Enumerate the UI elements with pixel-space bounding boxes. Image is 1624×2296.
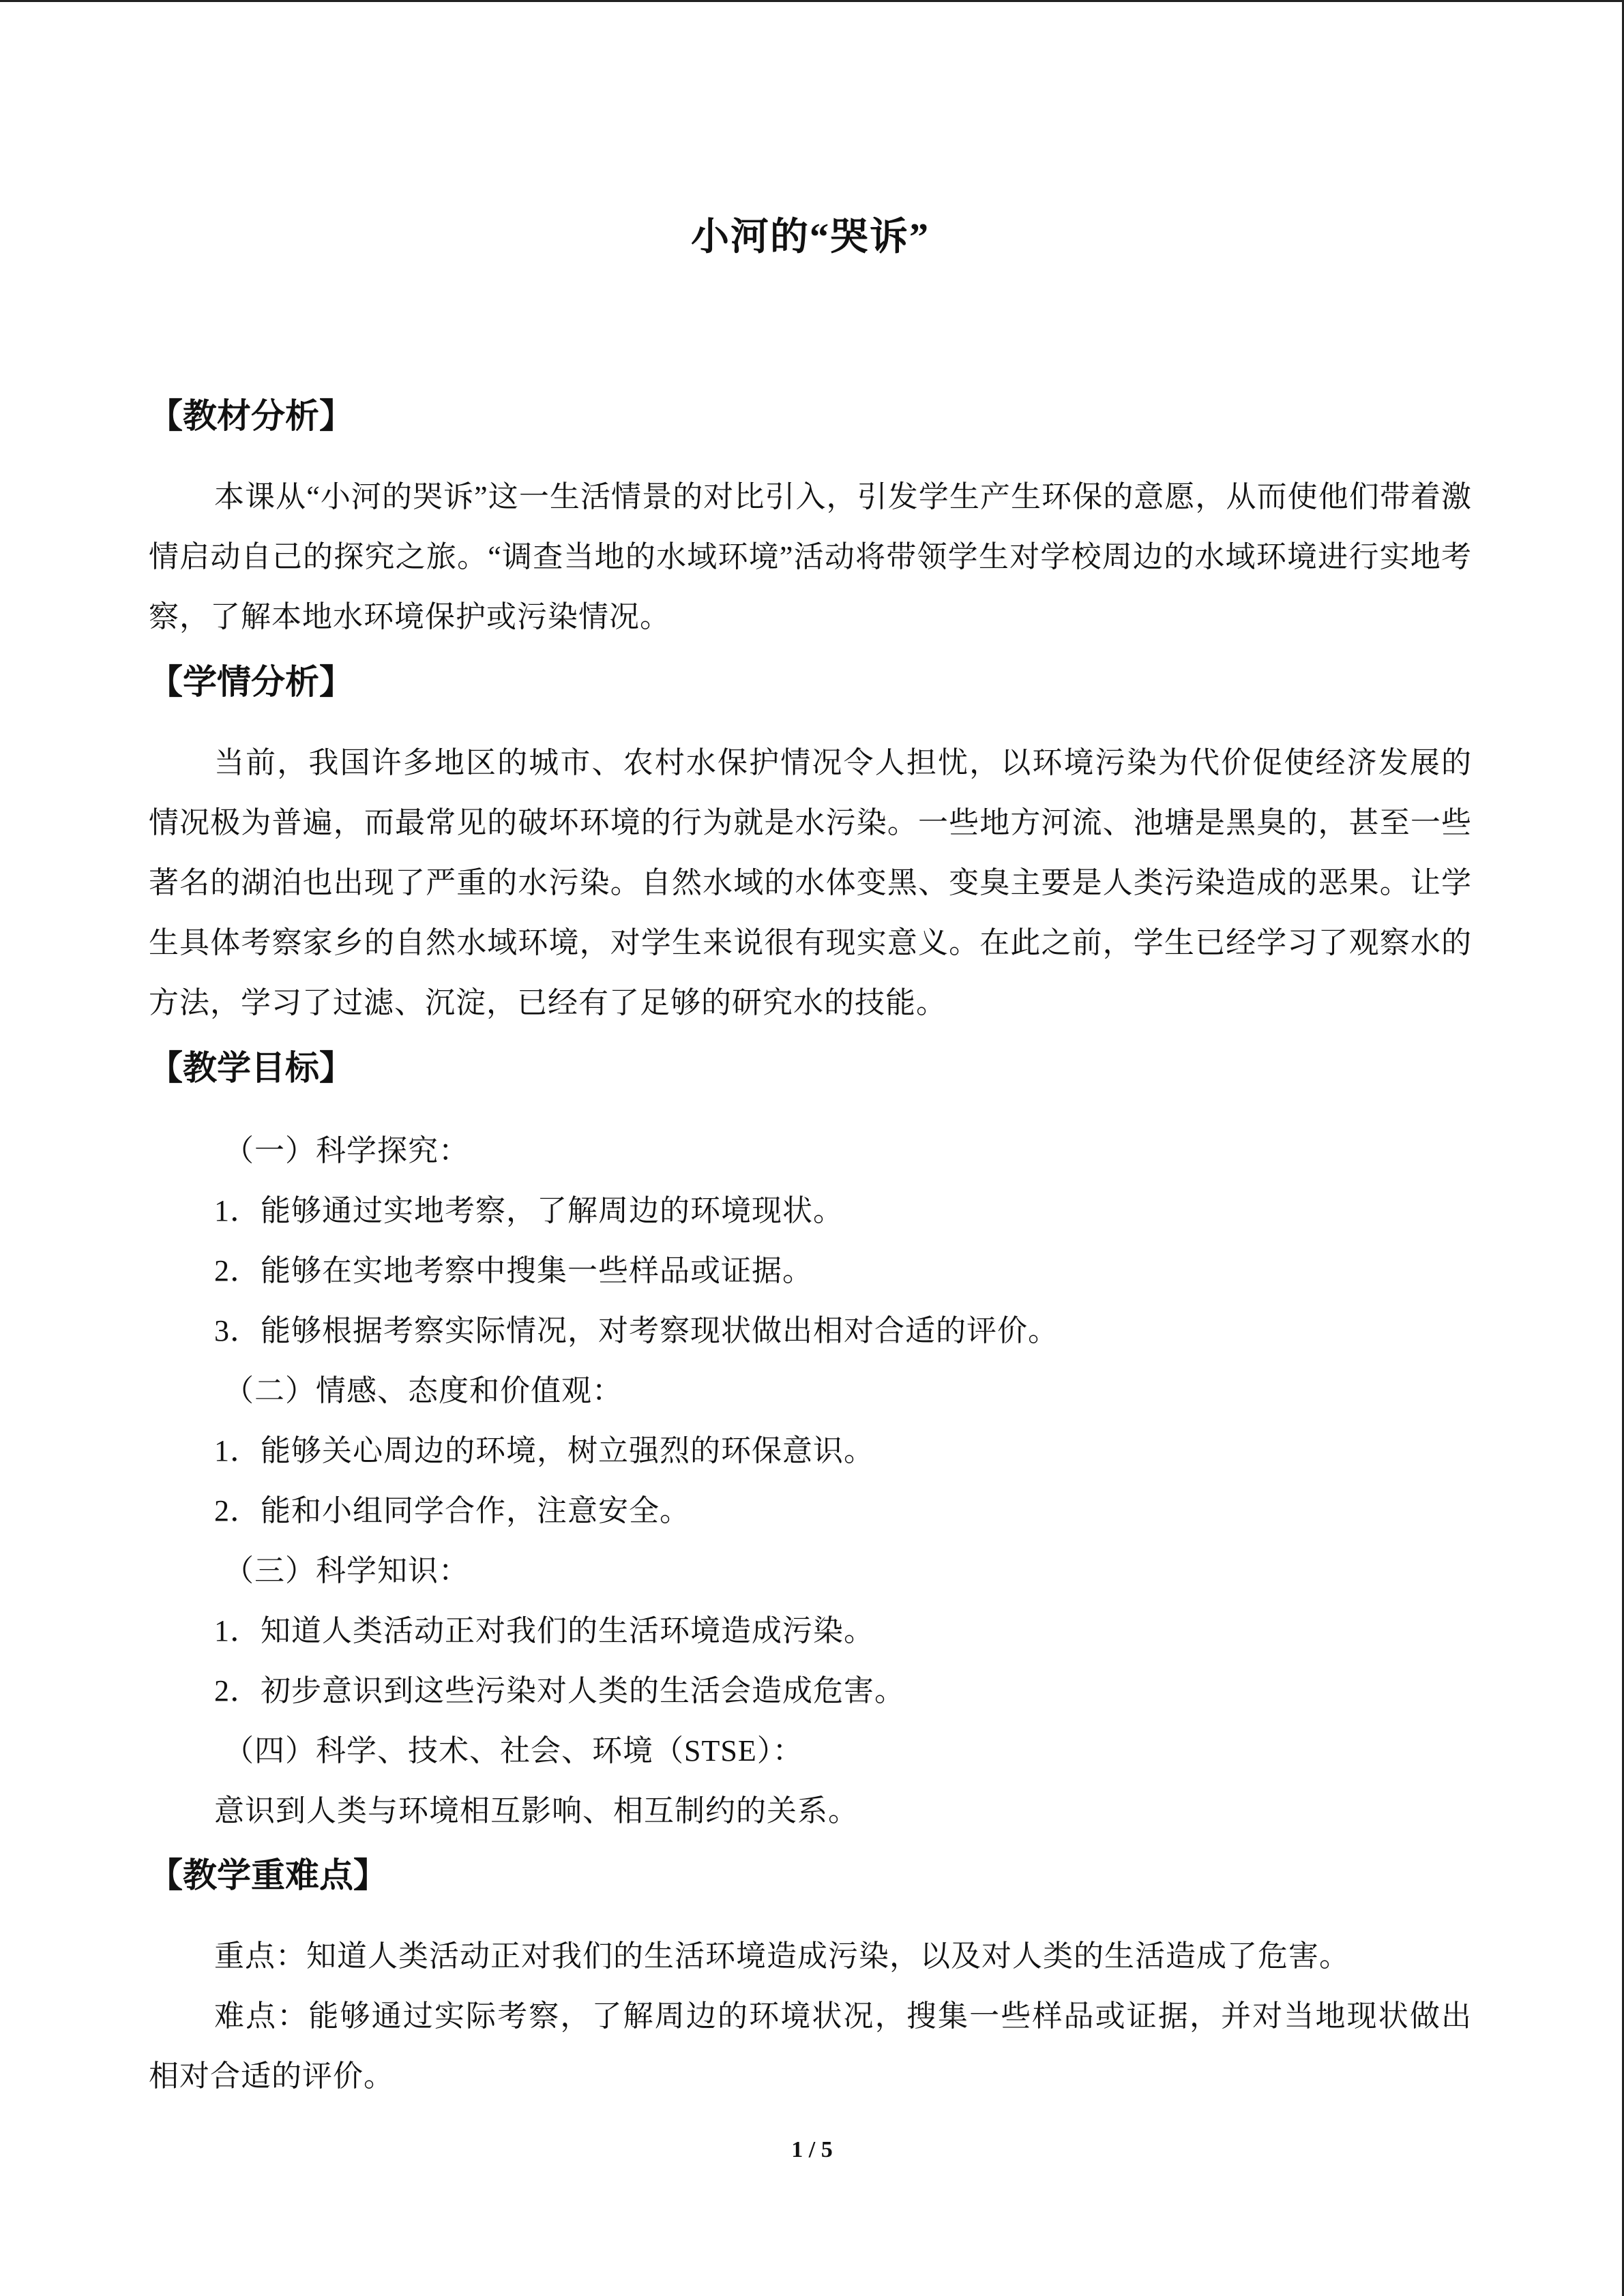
objective-line: 意识到人类与环境相互影响、相互制约的关系。 [214, 1794, 859, 1828]
document-title: 小河的“哭诉” [691, 216, 930, 258]
objective-line: （四）科学、技术、社会、环境（STSE）： [224, 1734, 803, 1768]
section-heading-key-difficulties: 【教学重难点】 [149, 1856, 387, 1894]
objective-line: （三）科学知识： [224, 1554, 469, 1587]
section-heading-textbook-analysis: 【教材分析】 [149, 397, 353, 435]
paragraph-difficulty: 难点：能够通过实际考察，了解周边的环境状况，搜集一些样品或证据，并对当地现状做出相对合适的评价。 [149, 1999, 1472, 2093]
paragraph-key-point: 重点：知道人类活动正对我们的生活环境造成污染，以及对人类的生活造成了危害。 [214, 1939, 1350, 1973]
objective-line: （一）科学探究： [224, 1134, 469, 1167]
objective-line: 1．知道人类活动正对我们的生活环境造成污染。 [214, 1614, 874, 1648]
objective-line: 1．能够通过实地考察，了解周边的环境现状。 [214, 1194, 844, 1227]
section-heading-teaching-objectives: 【教学目标】 [149, 1049, 353, 1087]
paragraph-student-analysis: 当前，我国许多地区的城市、农村水保护情况令人担忧，以环境污染为代价促使经济发展的情况极为普遍，而最常见的破坏环境的行为就是水污染。一些地方河流、池塘是黑臭的，甚至一些著名的湖泊也出现了严重的水污染。自然水域的水体变黑、变臭主要是人类污染造成的恶果。让学生具体考察家乡的自然水域环境，对学生来说很有现实意义。在此之前，学生已经学习了观察水的方法，学习了过滤、沉淀，已经有了足够的研究水的技能。 [149, 746, 1472, 1019]
objective-line: 3．能够根据考察实际情况，对考察现状做出相对合适的评价。 [214, 1314, 1059, 1347]
objective-line: 1．能够关心周边的环境，树立强烈的环保意识。 [214, 1434, 874, 1467]
section-heading-student-analysis: 【学情分析】 [149, 663, 353, 701]
paragraph-textbook-analysis: 本课从“小河的哭诉”这一生活情景的对比引入，引发学生产生环保的意愿，从而使他们带着激情启动自己的探究之旅。“调查当地的水域环境”活动将带领学生对学校周边的水域环境进行实地考察，了解本地水环境保护或污染情况。 [149, 480, 1472, 633]
objective-line: 2．能和小组同学合作，注意安全。 [214, 1494, 690, 1527]
objective-line: 2．初步意识到这些污染对人类的生活会造成危害。 [214, 1674, 905, 1708]
page-number: 1 / 5 [791, 2137, 833, 2162]
objective-line: （二）情感、态度和价值观： [224, 1374, 623, 1407]
objective-line: 2．能够在实地考察中搜集一些样品或证据。 [214, 1254, 813, 1287]
